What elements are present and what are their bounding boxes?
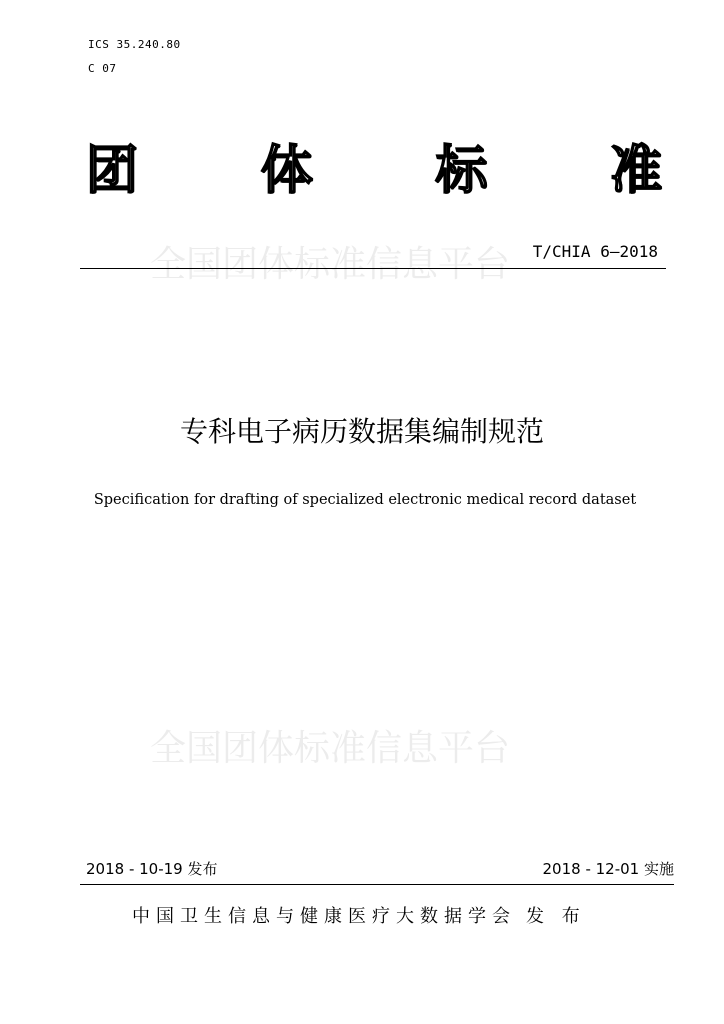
header-divider (80, 268, 666, 269)
doc-type-char-3: 标 (435, 141, 488, 201)
release-date: 2018 - 10-19 发布 (86, 860, 218, 878)
watermark-lower: 全国团体标准信息平台 (150, 728, 511, 769)
title-english: Specification for drafting of specialized electronic medical record dataset (93, 492, 637, 508)
ics-code: ICS 35.240.80 (88, 38, 181, 51)
watermark-upper: 全国团体标准信息平台 (150, 244, 511, 285)
footer-divider (80, 884, 674, 885)
doc-type-char-2: 体 (260, 141, 313, 201)
publisher-name: 中国卫生信息与健康医疗大数据学会 (132, 906, 516, 927)
doc-type-char-4: 准 (609, 141, 662, 201)
standard-number: T/CHIA 6—2018 (532, 242, 658, 261)
implementation-date: 2018 - 12-01 实施 (542, 860, 674, 878)
classification-code: C 07 (88, 62, 117, 75)
publisher-line (132, 902, 586, 928)
document-type-title (86, 140, 662, 202)
publish-label: 发 布 (526, 906, 586, 927)
title-chinese: 专科电子病历数据集编制规范 (179, 415, 544, 448)
doc-type-char-1: 团 (86, 141, 139, 201)
